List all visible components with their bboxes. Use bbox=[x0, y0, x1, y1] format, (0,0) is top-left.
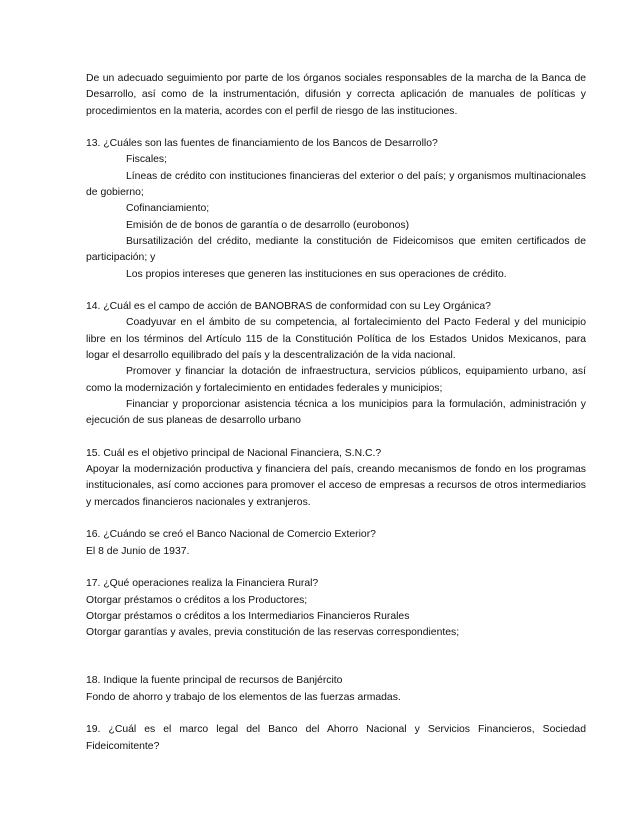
question-16: 16. ¿Cuándo se creó el Banco Nacional de Comercio Exterior? bbox=[86, 529, 376, 541]
q13-item-text: Emisión de de bonos de garantía o de desarrollo (eurobonos) bbox=[126, 219, 410, 231]
answer-16: El 8 de Junio de 1937. bbox=[86, 545, 190, 557]
answer-17-line: Otorgar préstamos o créditos a los Intermediarios Financieros Rurales bbox=[86, 610, 410, 622]
question-15: 15. Cuál es el objetivo principal de Nacional Financiera, S.N.C.? bbox=[86, 447, 382, 459]
q13-item bbox=[86, 218, 586, 234]
q13-item-text: Los propios intereses que generen las instituciones en sus operaciones de crédito. bbox=[126, 268, 507, 280]
q14-item-text: Coadyuvar en el ámbito de su competencia, al fortalecimiento del Pacto Federal y del municipio libre en los términos del Artículo 115 de la Constitución Política de los Estados Unidos Mexicanos, para logar el desarrollo equilibrado del país y la descentralización de la vida nacional. bbox=[86, 317, 586, 362]
q14-item bbox=[86, 315, 586, 364]
answer-17-line: Otorgar garantías y avales, previa constitución de las reservas correspondientes; bbox=[86, 627, 460, 639]
q13-item-text: Bursatilización del crédito, mediante la constitución de Fideicomisos que emiten certificados de participación; y bbox=[86, 235, 586, 264]
question-13: 13. ¿Cuáles son las fuentes de financiamiento de los Bancos de Desarrollo? bbox=[86, 138, 438, 150]
q13-item bbox=[86, 267, 586, 283]
q13-item-text: Fiscales; bbox=[126, 154, 167, 166]
q13-item bbox=[86, 169, 586, 202]
question-17: 17. ¿Qué operaciones realiza la Financiera Rural? bbox=[86, 578, 319, 590]
question-18: 18. Indique la fuente principal de recursos de Banjército bbox=[86, 675, 343, 687]
document-page bbox=[86, 71, 586, 755]
answer-17-line: Otorgar préstamos o créditos a los Productores; bbox=[86, 594, 308, 606]
q13-item bbox=[86, 201, 586, 217]
q13-item bbox=[86, 234, 586, 267]
intro-paragraph: De un adecuado seguimiento por parte de los órganos sociales responsables de la marcha de la Banca de Desarrollo, así como de la instrumentación, difusión y correcta aplicación de manuales de políticas y procedimientos en la materia, acordes con el perfil de riesgo de las instituciones. bbox=[86, 73, 586, 117]
q14-item-text: Financiar y proporcionar asistencia técnica a los municipios para la formulación, administración y ejecución de sus planeas de desarrollo urbano bbox=[86, 398, 586, 427]
q14-item bbox=[86, 397, 586, 430]
q14-item bbox=[86, 364, 586, 397]
q13-item bbox=[86, 152, 586, 168]
answer-18: Fondo de ahorro y trabajo de los elementos de las fuerzas armadas. bbox=[86, 691, 401, 703]
q14-item-text: Promover y financiar la dotación de infraestructura, servicios públicos, equipamiento urbano, así como la modernización y fortalecimiento en entidades federales y municipios; bbox=[86, 366, 586, 394]
q13-item-text: Cofinanciamiento; bbox=[126, 203, 210, 215]
question-14: 14. ¿Cuál es el campo de acción de BANOBRAS de conformidad con su Ley Orgánica? bbox=[86, 301, 491, 313]
question-19: 19. ¿Cuál es el marco legal del Banco del Ahorro Nacional y Servicios Financieros, Sociedad Fideicomitente? bbox=[86, 724, 586, 752]
answer-15: Apoyar la modernización productiva y financiera del país, creando mecanismos de fondo en los programas institucionales, así como acciones para promover el acceso de empresas a recursos de otros intermediarios y mercados financieros nacionales y extranjeros. bbox=[86, 464, 586, 508]
q13-item-text: Líneas de crédito con instituciones financieras del exterior o del país; y organismos multinacionales de gobierno; bbox=[86, 170, 586, 199]
